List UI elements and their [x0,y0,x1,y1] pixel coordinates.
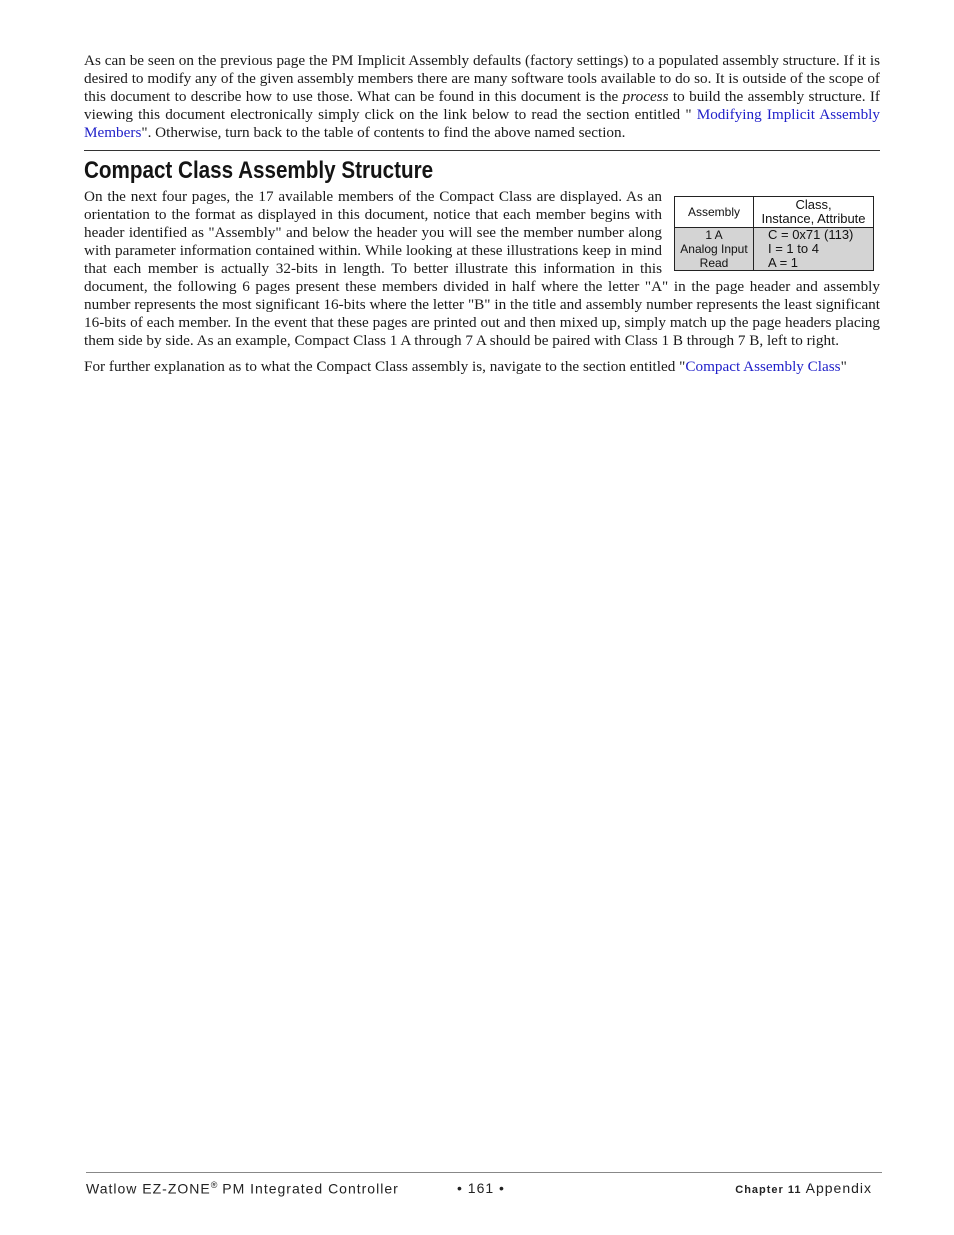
footer-chapter-title: Appendix [801,1180,872,1196]
figure-member-param2: Read [699,256,729,270]
figure-member-number: 1 A [705,228,723,242]
footer-chapter-label: Chapter 11 [735,1184,802,1196]
footer-page-number: • 161 • [457,1180,505,1196]
figure-header-class: Class, [795,197,832,212]
figure-class-value: C = 0x71 (113) [768,227,854,242]
footer-chapter [735,1180,872,1196]
section-divider [84,150,880,151]
figure-instance-value: I = 1 to 4 [768,241,819,256]
figure-cia-values [754,228,874,271]
further-text: For further explanation as to what the Compact Class assembly is, navigate to the section entitled " [84,358,686,375]
figure-attribute-value: A = 1 [768,255,798,270]
figure-header-instance-attribute: Instance, Attribute [761,211,866,226]
footer-brand: Watlow EZ-ZONE [86,1180,211,1197]
figure-header-cia [754,197,874,228]
assembly-format-figure [674,196,874,271]
intro-paragraph [84,52,880,142]
intro-emphasis: process [622,88,669,105]
page-content [84,52,880,376]
footer-product-name: PM Integrated Controller [217,1180,399,1197]
figure-member-cell [675,228,754,271]
intro-text-3: ". Otherwise, turn back to the table of contents to find the above named section. [141,124,626,141]
intro-text-1: As can be seen on the previous page the PM Implicit Assembly defaults (factory settings) to a populated assembly structure. If it is desired to modify any of the given assembly members there are many software tools available to do so. It is outside of the scope of this document to describe how to use those. What can be found in this document is the [84,52,880,105]
section-paragraph: On the next four pages, the 17 available members of the Compact Class are displayed. As an orientation to the format as displayed in this document, notice that each member begins with header identified as "Assembly" and below the header you will see the member number along with parameter information contained within. While looking at these illustrations keep in mind that each member is actually 32-bits in length. To better illustrate this information in this document, the following 6 pages present these members divided in half where the letter "A" in the page header and assembly number represents the most significant 16-bits where the letter "B" in the title and assembly number represents the least significant 16-bits of each member. In the event that these pages are printed out and then mixed up, simply match up the page headers placing them side by side. As an example, Compact Class 1 A through 7 A should be paired with Class 1 B through 7 B, left to right. [84,188,880,349]
footer-product [86,1180,399,1197]
intro-text-2: to build the assembly structure. If viewing this document electronically simply click on the link below to read the section entitled " [84,88,880,123]
footer-divider [86,1172,882,1173]
page-footer [86,1180,872,1200]
figure-member-param1: Analog Input [680,242,748,256]
further-paragraph [84,358,880,376]
section-heading: Compact Class Assembly Structure [84,157,434,184]
further-end: " [840,358,847,375]
modifying-implicit-assembly-link[interactable]: Modifying Implicit Assembly Members [84,106,880,141]
compact-assembly-class-link[interactable]: Compact Assembly Class [685,358,841,375]
registered-mark: ® [210,1180,218,1190]
figure-header-assembly: Assembly [675,197,754,228]
